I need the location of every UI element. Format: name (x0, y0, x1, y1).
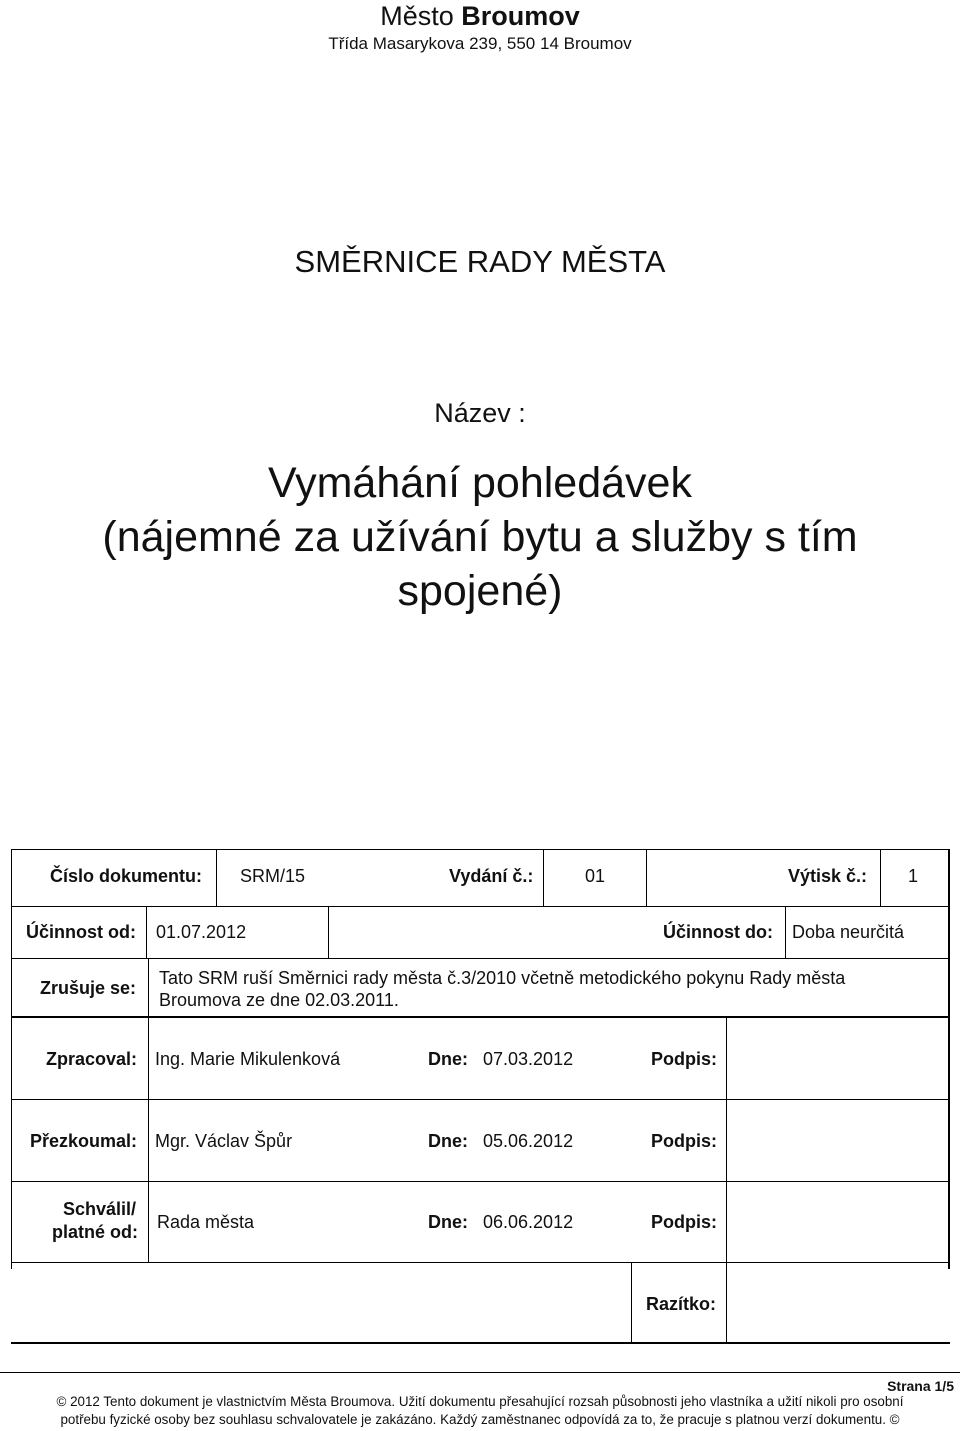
dne-label: Dne: (428, 1049, 468, 1069)
table-border (726, 1018, 727, 1344)
schvalil-label: Schválil/ (63, 1199, 137, 1219)
title-line-1: Vymáhání pohledávek (268, 459, 692, 507)
table-border (148, 958, 149, 1016)
prezkoumal-person: Mgr. Václav Špůr (155, 1131, 293, 1151)
city-name: Broumov (461, 1, 580, 31)
podpis-label: Podpis: (651, 1212, 717, 1232)
vydani-value: 01 (585, 866, 606, 886)
ucinnost-do-label: Účinnost do: (663, 922, 773, 942)
table-border (328, 906, 329, 958)
name-label: Název : (434, 398, 526, 428)
table-border (11, 1181, 950, 1182)
zpracoval-person: Ing. Marie Mikulenková (155, 1049, 341, 1069)
vydani-label: Vydání č.: (449, 866, 534, 886)
footer-line-2: potřebu fyzické osoby bez souhlasu schvalovatele je zakázáno. Každý zaměstnanec odpovídá za to, že pracuje s platnou verzí dokumentu. © (60, 1412, 900, 1427)
podpis-label: Podpis: (651, 1131, 717, 1151)
table-border (543, 849, 544, 906)
razitko-label: Razítko: (646, 1294, 717, 1314)
footer-line-1: © 2012 Tento dokument je vlastnictvím Města Broumova. Užití dokumentu přesahující rozsah působnosti jeho vlastníka a užití nikoli pro osobní (56, 1394, 904, 1409)
table-border (11, 849, 948, 850)
document-title (0, 456, 960, 618)
dne-label: Dne: (428, 1212, 468, 1232)
ucinnost-od-label: Účinnost od: (26, 922, 136, 942)
vytisk-label: Výtisk č.: (788, 866, 868, 886)
zpracoval-date: 07.03.2012 (483, 1049, 574, 1069)
city-prefix: Město (380, 1, 462, 31)
city-title (0, 0, 960, 32)
table-border (11, 906, 950, 907)
table-border (631, 1262, 632, 1344)
table-border (948, 849, 950, 1269)
table-border (148, 1018, 149, 1262)
zrusuje-label: Zrušuje se: (40, 978, 137, 998)
table-border (146, 906, 147, 958)
platne-od-label: platné od: (52, 1222, 138, 1242)
cislo-dokumentu-value: SRM/15 (240, 866, 306, 886)
dne-label: Dne: (428, 1131, 468, 1151)
document-type: SMĚRNICE RADY MĚSTA (294, 244, 666, 279)
table-border (646, 849, 647, 906)
table-border (880, 849, 881, 906)
ucinnost-do-value: Doba neurčitá (792, 922, 905, 942)
schvalil-date: 06.06.2012 (483, 1212, 574, 1232)
table-border (785, 906, 786, 958)
table-border (11, 1016, 950, 1018)
page-number: Strana 1/5 (887, 1378, 954, 1394)
table-border (216, 849, 217, 906)
table-border (11, 849, 12, 1269)
footer-divider (0, 1372, 960, 1373)
table-border (11, 958, 950, 959)
zrusuje-text-2: Broumova ze dne 02.03.2011. (159, 990, 399, 1010)
prezkoumal-date: 05.06.2012 (483, 1131, 574, 1151)
prezkoumal-label: Přezkoumal: (30, 1131, 138, 1151)
table-border (11, 1262, 950, 1263)
vytisk-value: 1 (908, 866, 919, 886)
podpis-label: Podpis: (651, 1049, 717, 1069)
ucinnost-od-value: 01.07.2012 (156, 922, 247, 942)
zrusuje-text-1: Tato SRM ruší Směrnici rady města č.3/2010 včetně metodického pokynu Rady města (159, 968, 846, 988)
zpracoval-label: Zpracoval: (46, 1049, 138, 1069)
city-address: Třída Masarykova 239, 550 14 Broumov (328, 34, 632, 53)
title-line-3: spojené) (397, 567, 563, 615)
title-line-2: (nájemné za užívání bytu a služby s tím (102, 513, 858, 561)
cislo-dokumentu-label: Číslo dokumentu: (50, 866, 202, 886)
table-border (11, 1342, 950, 1344)
schvalil-person: Rada města (157, 1212, 255, 1232)
table-border (11, 1099, 950, 1100)
